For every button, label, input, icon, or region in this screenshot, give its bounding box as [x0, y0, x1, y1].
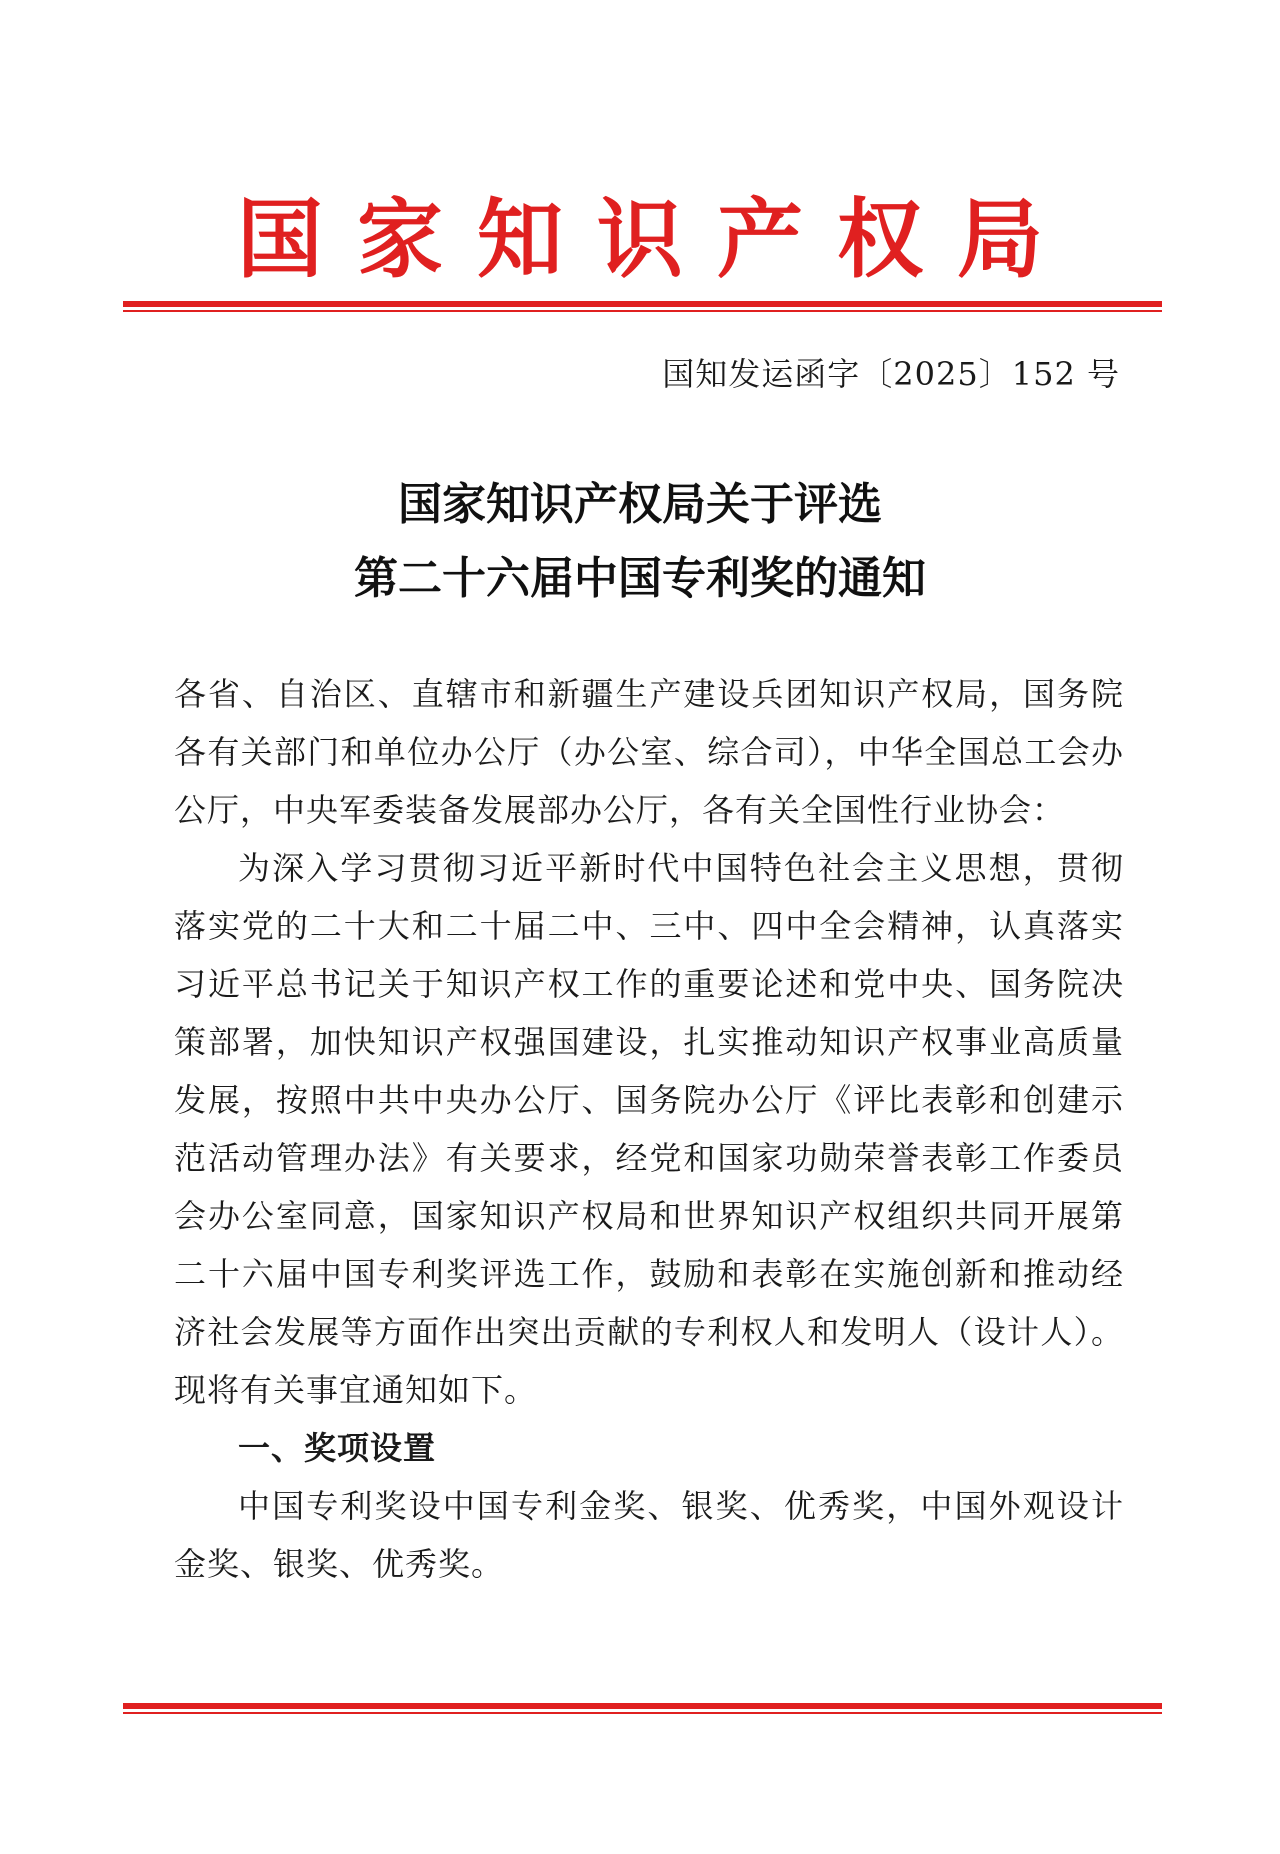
section-paragraph: 中国专利奖设中国专利金奖、银奖、优秀奖，中国外观设计金奖、银奖、优秀奖。 [174, 1487, 1124, 1583]
document-number: 国知发运函字〔2025〕152 号 [662, 355, 1120, 393]
red-rule-thin [123, 1712, 1162, 1714]
section-heading: 一、奖项设置 [238, 1429, 437, 1467]
header-red-rule [123, 301, 1162, 312]
document-body [174, 665, 1124, 1593]
document-title-line2: 第二十六届中国专利奖的通知 [354, 553, 926, 604]
body-paragraph: 为深入学习贯彻习近平新时代中国特色社会主义思想，贯彻落实党的二十大和二十届二中、三中、四中全会精神，认真落实习近平总书记关于知识产权工作的重要论述和党中央、国务院决策部署，加快知识产权强国建设，扎实推动知识产权事业高质量发展，按照中共中央办公厅、国务院办公厅《评比表彰和创建示范活动管理办法》有关要求，经党和国家功勋荣誉表彰工作委员会办公室同意，国家知识产权局和世界知识产权组织共同开展第二十六届中国专利奖评选工作，鼓励和表彰在实施创新和推动经济社会发展等方面作出突出贡献的专利权人和发明人（设计人）。现将有关事宜通知如下。 [174, 849, 1124, 1409]
document-title-line1: 国家知识产权局关于评选 [398, 479, 882, 530]
document-title [0, 468, 1280, 616]
agency-header-title: 国家知识产权局 [237, 189, 1077, 290]
addressees-paragraph: 各省、自治区、直辖市和新疆生产建设兵团知识产权局，国务院各有关部门和单位办公厅（办公室、综合司），中华全国总工会办公厅，中央军委装备发展部办公厅，各有关全国性行业协会： [174, 675, 1124, 829]
footer-red-rule [123, 1703, 1162, 1714]
red-rule-thin [123, 310, 1162, 312]
